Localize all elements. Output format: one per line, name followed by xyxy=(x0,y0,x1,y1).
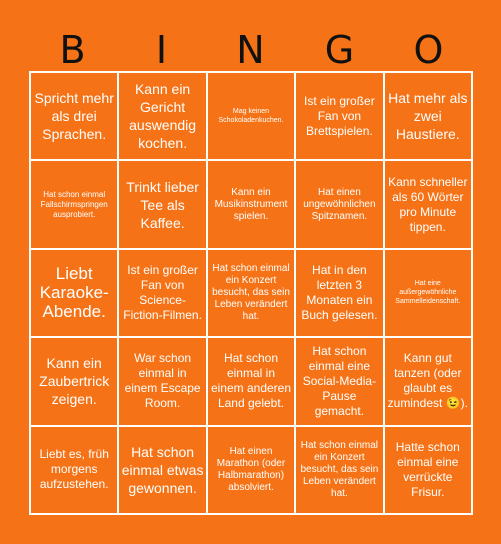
bingo-cell[interactable]: Hat schon einmal etwas gewonnen. xyxy=(119,427,207,515)
bingo-cell[interactable]: Kann gut tanzen (oder glaubt es zumindest 😉). xyxy=(385,338,473,426)
header-letter-b: B xyxy=(59,28,86,72)
bingo-cell[interactable]: Hat schon einmal in einem anderen Land gelebt. xyxy=(208,338,296,426)
bingo-cell[interactable]: Kann ein Zaubertrick zeigen. xyxy=(31,338,119,426)
header-letter-g: G xyxy=(324,28,355,72)
bingo-cell[interactable]: Liebt Karaoke-Abende. xyxy=(31,250,119,338)
bingo-header xyxy=(28,30,473,70)
bingo-cell[interactable]: Hat mehr als zwei Haustiere. xyxy=(385,73,473,161)
bingo-cell[interactable]: Hat schon einmal Fallschirmspringen ausprobiert. xyxy=(31,161,119,249)
bingo-cell[interactable]: Hatte schon einmal eine verrückte Frisur. xyxy=(385,427,473,515)
bingo-cell[interactable]: War schon einmal in einem Escape Room. xyxy=(119,338,207,426)
bingo-cell[interactable]: Hat schon einmal ein Konzert besucht, das sein Leben verändert hat. xyxy=(208,250,296,338)
bingo-cell[interactable]: Ist ein großer Fan von Brettspielen. xyxy=(296,73,384,161)
bingo-cell[interactable]: Liebt es, früh morgens aufzustehen. xyxy=(31,427,119,515)
bingo-cell[interactable]: Mag keinen Schokoladenkuchen. xyxy=(208,73,296,161)
bingo-cell[interactable]: Hat schon einmal eine Social-Media-Pause gemacht. xyxy=(296,338,384,426)
bingo-cell[interactable]: Kann ein Gericht auswendig kochen. xyxy=(119,73,207,161)
header-letter-n: N xyxy=(236,28,265,72)
bingo-cell[interactable]: Hat in den letzten 3 Monaten ein Buch gelesen. xyxy=(296,250,384,338)
bingo-cell[interactable]: Hat einen ungewöhnlichen Spitznamen. xyxy=(296,161,384,249)
bingo-cell[interactable]: Ist ein großer Fan von Science-Fiction-Filmen. xyxy=(119,250,207,338)
bingo-cell[interactable]: Hat einen Marathon (oder Halbmarathon) absolviert. xyxy=(208,427,296,515)
bingo-cell[interactable]: Kann schneller als 60 Wörter pro Minute tippen. xyxy=(385,161,473,249)
bingo-cell[interactable]: Hat schon einmal ein Konzert besucht, das sein Leben verändert hat. xyxy=(296,427,384,515)
bingo-grid xyxy=(29,71,473,515)
bingo-cell[interactable]: Hat eine außergewöhnliche Sammelleidenschaft. xyxy=(385,250,473,338)
bingo-cell[interactable]: Kann ein Musikinstrument spielen. xyxy=(208,161,296,249)
header-letter-i: I xyxy=(155,28,168,72)
bingo-cell[interactable]: Spricht mehr als drei Sprachen. xyxy=(31,73,119,161)
bingo-cell[interactable]: Trinkt lieber Tee als Kaffee. xyxy=(119,161,207,249)
header-letter-o: O xyxy=(413,28,444,72)
